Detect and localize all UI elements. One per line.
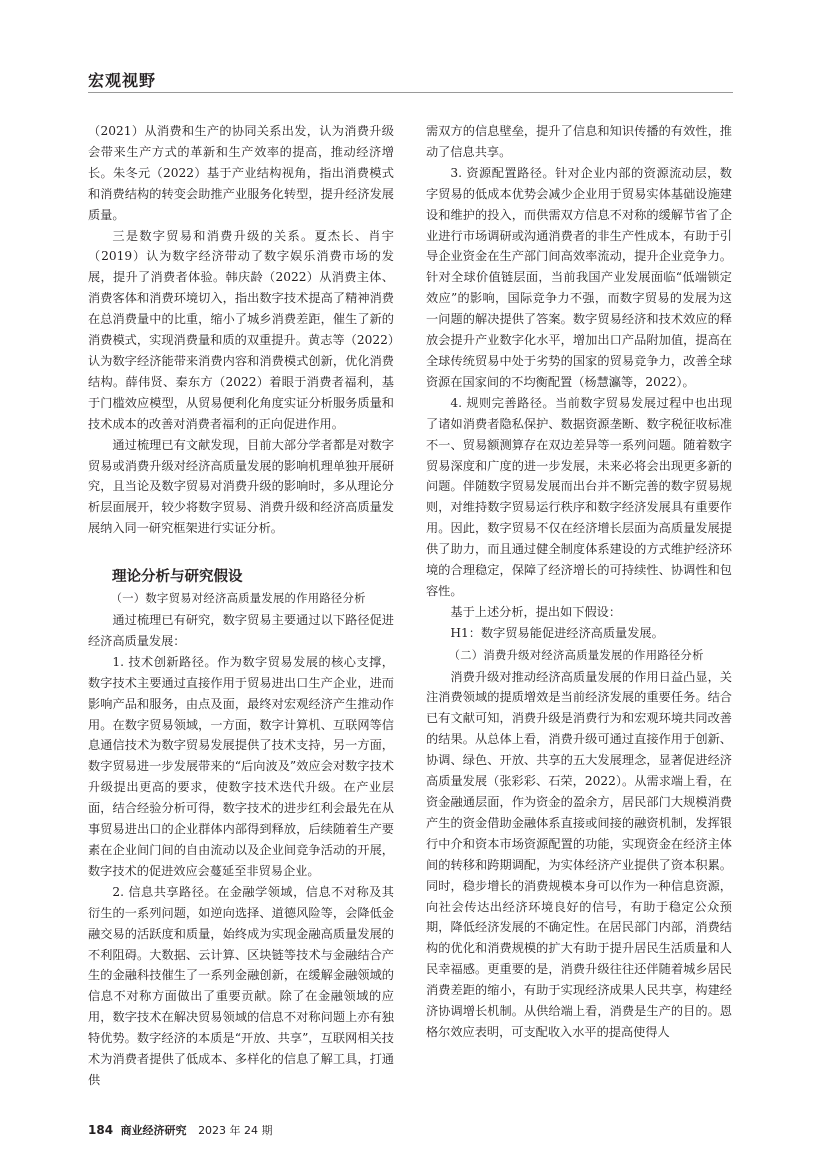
- page-number: 184: [88, 1123, 114, 1137]
- paragraph: （2021）从消费和生产的协同关系出发，认为消费升级会带来生产方式的革新和生产效率的提高，推动经济增长。朱冬元（2022）基于产业结构视角，指出消费模式和消费结构的转变会助推产业服务化转型，提升经济发展质量。: [88, 124, 394, 222]
- left-column: [88, 121, 394, 1091]
- issue-label: 2023 年 24 期: [198, 1124, 273, 1137]
- section-label: 宏观视野: [88, 71, 157, 90]
- paragraph: 4. 规则完善路径。当前数字贸易发展过程中也出现了诸如消费者隐私保护、数据资源垄断、数字税征收标准不一、贸易额测算存在双边差异等一系列问题。随着数字贸易深度和广度的进一步发展，未来必将会出现更多新的问题。伴随数字贸易发展而出台并不断完善的数字贸易规则，对维持数字贸易运行秩序和数字经济发展具有重要作用。因此，数字贸易不仅在经济增长层面为高质量发展提供了助力，而且通过健全制度体系建设的方式维护经济环境的合理稳定，保障了经济增长的可持续性、协调性和包容性。: [426, 395, 732, 598]
- paragraph: 3. 资源配置路径。针对企业内部的资源流动层，数字贸易的低成本优势会减少企业用于贸易实体基础设施建设和维护的投入，而供需双方信息不对称的缓解节省了企业进行市场调研或沟通消费者的非生产性成本，有助于引导企业资金在生产部门间高效率流动，提升企业竞争力。针对全球价值链层面，当前我国产业发展面临“低端锁定效应”的影响，国际竞争力不强，而数字贸易的发展为这一问题的解决提供了答案。数字贸易经济和技术效应的释放会提升产业数字化水平，增加出口产品附加值，提高在全球传统贸易中处于劣势的国家的贸易竞争力，改善全球资源在国家间的不均衡配置（杨慧瀛等，2022）。: [426, 165, 732, 389]
- paragraph: 消费升级对推动经济高质量发展的作用日益凸显，关注消费领域的提质增效是当前经济发展的重要任务。结合已有文献可知，消费升级是消费行为和宏观环境共同改善的结果。从总体上看，消费升级可通过直接作用于创新、协调、绿色、开放、共享的五大发展理念，显著促进经济高质量发展（张彩彩、石荣，2022）。从需求端上看，在资金融通层面，作为资金的盈余方，居民部门大规模消费产生的资金借助金融体系直接或间接的融资机制，发挥银行中介和资本市场资源配置的功能，实现资金在经济主体间的转移和跨期调配，为实体经济产业提供了资本积累。同时，稳步增长的消费规模本身可以作为一种信息资源，向社会传达出经济环境良好的信号，有助于稳定公众预期，降低经济发展的不确定性。在居民部门内部，消费结构的优化和消费规模的扩大有助于提升居民生活质量和人民幸福感。更重要的是，消费升级往往还伴随着城乡居民消费差距的缩小，有助于实现经济成果人民共享，构建经济协调增长机制。从供给端上看，消费是生产的目的。恩格尔效应表明，可支配收入水平的提高使得人: [426, 669, 732, 1039]
- page-header: [88, 68, 733, 91]
- paragraph: 需双方的信息壁垒，提升了信息和知识传播的有效性，推动了信息共享。: [426, 124, 732, 159]
- section-heading: 理论分析与研究假设: [112, 569, 243, 586]
- paragraph: 2. 信息共享路径。在金融学领域，信息不对称及其衍生的一系列问题，如逆向选择、道德风险等，会降低金融交易的活跃度和质量，始终成为实现金融高质量发展的不利阻碍。大数据、云计算、区块链等技术与金融结合产生的金融科技催生了一系列金融创新，在缓解金融领域的信息不对称方面做出了重要贡献。除了在金融领域的应用，数字技术在解决贸易领域的信息不对称问题上亦有独特优势。数字经济的本质是“开放、共享”，互联网相关技术为消费者提供了低成本、多样化的信息了解工具，打通供: [88, 884, 394, 1087]
- paragraph: 三是数字贸易和消费升级的关系。夏杰长、肖宇（2019）认为数字经济带动了数字娱乐消费市场的发展，提升了消费者体验。韩庆龄（2022）从消费主体、消费客体和消费环境切入，指出数字技术提高了精神消费在总消费量中的比重，缩小了城乡消费差距，催生了新的消费模式，实现消费量和质的双重提升。黄志等（2022）认为数字经济能带来消费内容和消费模式创新，优化消费结构。薛伟贤、秦东方（2022）着眼于消费者福利，基于门槛效应模型，从贸易便利化角度实证分析服务质量和技术成本的改善对消费者福利的正向促进作用。: [88, 228, 394, 431]
- hypothesis: H1：数字贸易能促进经济高质量发展。: [450, 625, 664, 640]
- paragraph: 通过梳理已有文献发现，目前大部分学者都是对数字贸易或消费升级对经济高质量发展的影响机理单独开展研究，且当论及数字贸易对消费升级的影响时，多从理论分析层面展开，较少将数字贸易、消费升级和经济高质量发展纳入同一研究框架进行实证分析。: [88, 437, 394, 536]
- page-footer: [88, 1122, 273, 1138]
- paragraph: 通过梳理已有研究，数字贸易主要通过以下路径促进经济高质量发展：: [88, 613, 394, 648]
- paragraph: 基于上述分析，提出如下假设：: [450, 604, 622, 619]
- subsection-heading: （二）消费升级对经济高质量发展的作用路径分析: [448, 648, 704, 662]
- journal-name: 商业经济研究: [120, 1124, 187, 1137]
- subsection-heading: （一）数字贸易对经济高质量发展的作用路径分析: [110, 592, 366, 606]
- header-divider: [88, 92, 733, 93]
- right-column: [426, 121, 732, 1043]
- paragraph: 1. 技术创新路径。作为数字贸易发展的核心支撑，数字技术主要通过直接作用于贸易进出口生产企业，进而影响产品和服务，由点及面，最终对宏观经济产生推动作用。在数字贸易领域，一方面，数字计算机、互联网等信息通信技术为数字贸易发展提供了技术支持，另一方面，数字贸易进一步发展带来的“后向波及”效应会对数字技术升级提出更高的要求，使数字技术迭代升级。在产业层面，结合经验分析可得，数字技术的进步红利会最先在从事贸易进出口的企业群体内部得到释放，后续随着生产要素在企业间门间的自由流动以及企业间竞争活动的开展，数字技术的促进效应会蔓延至非贸易企业。: [88, 654, 394, 878]
